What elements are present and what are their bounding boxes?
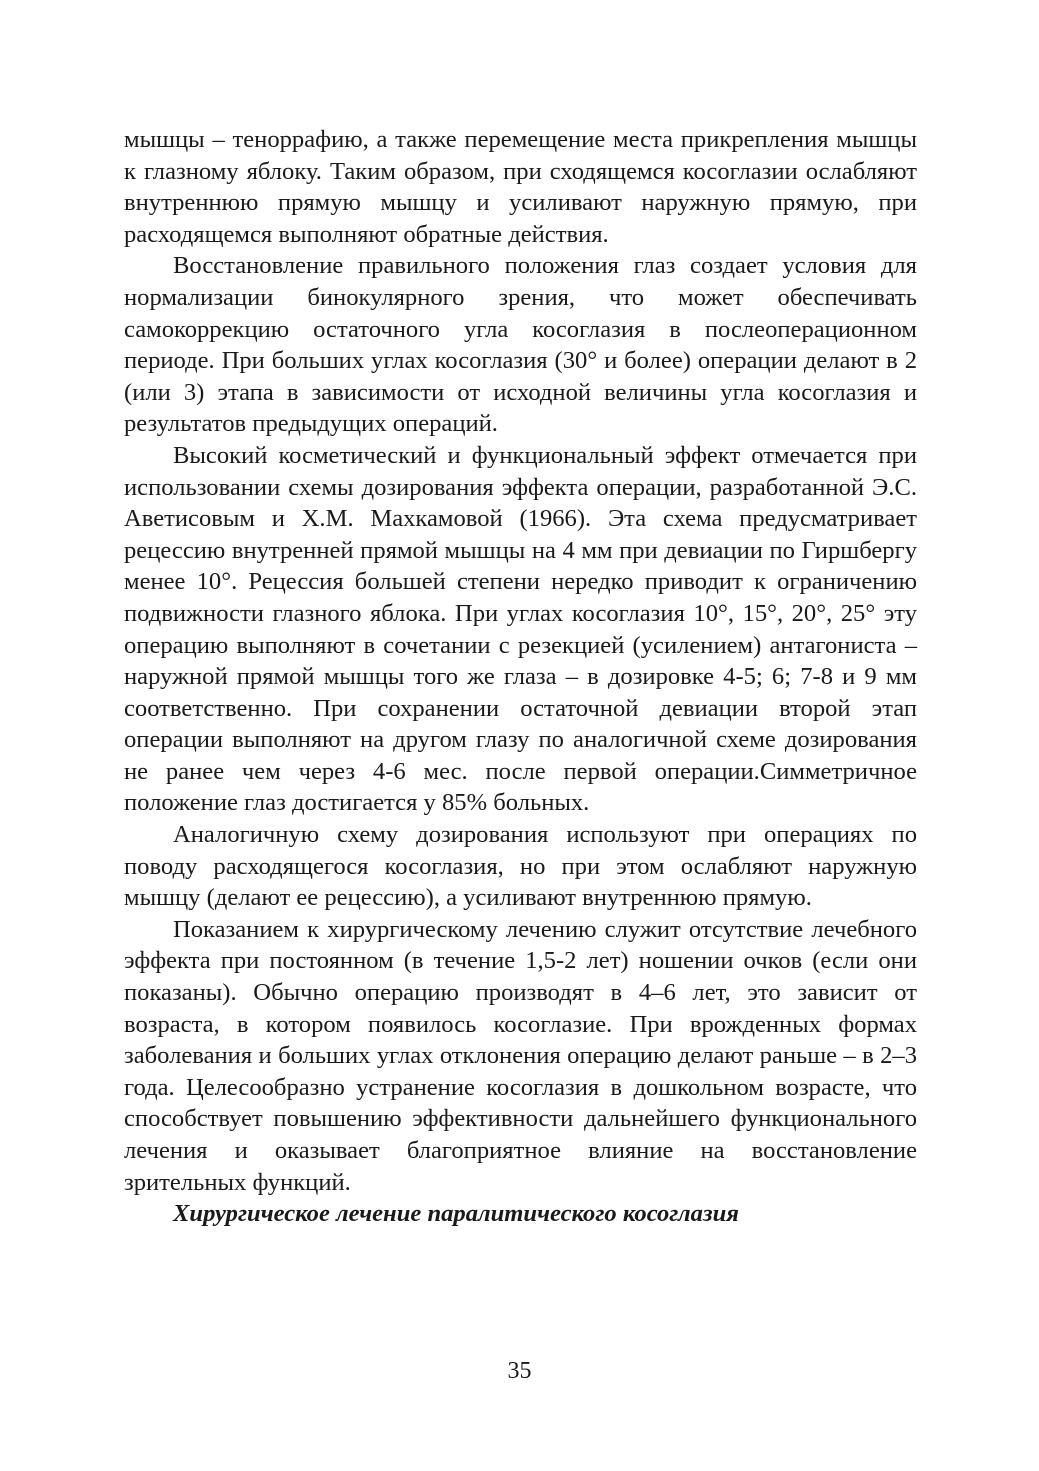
paragraph-divergent-strabismus: Аналогичную схему дозирования используют при операциях по поводу расходящегося косоглазия, но при этом ослабляют наружную мышцу (делают ее рецессию), а усиливают внутреннюю прямую. (124, 821, 917, 912)
paragraph-dosing-scheme: Высокий косметический и функциональный эффект отмечается при использовании схемы дозирования эффекта операции, разработанной Э.С. Аветисовым и Х.М. Махкамовой (1966). Эта схема предусматривает рецессию внутренней прямой мышцы на 4 мм при девиации по Гиршбергу менее 10°. Рецессия большей степени нередко приводит к ограничению подвижности глазного яблока. При углах косоглазия 10°, 15°, 20°, 25° эту операцию выполняют в сочетании с резекцией (усилением) антагониста – наружной прямой мышцы того же глаза – в дозировке 4-5; 6; 7-8 и 9 мм соответственно. При сохранении остаточной девиации второй этап операции выполняют на другом глазу по аналогичной схеме дозирования не ранее чем через 4-6 мес. после первой операции.Симметричное положение глаз достигается у 85% больных. (124, 441, 917, 817)
body-text (124, 124, 917, 1230)
paragraph-surgery-indication: Показанием к хирургическому лечению служит отсутствие лечебного эффекта при постоянном (в течение 1,5-2 лет) ношении очков (если они показаны). Обычно операцию производят в 4–6 лет, это зависит от возраста, в котором появилось косоглазие. При врожденных формах заболевания и больших углах отклонения операцию делают раньше – в 2–3 года. Целесообразно устранение косоглазия в дошкольном возрасте, что способствует повышению эффективности дальнейшего функционального лечения и оказывает благоприятное влияние на восстановление зрительных функций. (124, 915, 917, 1196)
paragraph-continuation: мышцы – тенорpафию, а также перемещение места прикрепления мышцы к глазному яблоку. Таким образом, при сходящемся косоглазии ослабляют внутреннюю прямую мышцу и усиливают наружную прямую, при расходящемся выполняют обратные действия. (124, 126, 917, 248)
section-heading: Хирургическое лечение паралитического косоглазия (173, 1200, 739, 1228)
page-number: 35 (507, 1358, 532, 1384)
paragraph-eye-position: Восстановление правильного положения глаз создает условия для нормализации бинокулярного зрения, что может обеспечивать самокоррекцию остаточного угла косоглазия в послеоперационном периоде. При больших углах косоглазия (30° и более) операции делают в 2 (или 3) этапа в зависимости от исходной величины угла косоглазия и результатов предыдущих операций. (124, 252, 917, 438)
